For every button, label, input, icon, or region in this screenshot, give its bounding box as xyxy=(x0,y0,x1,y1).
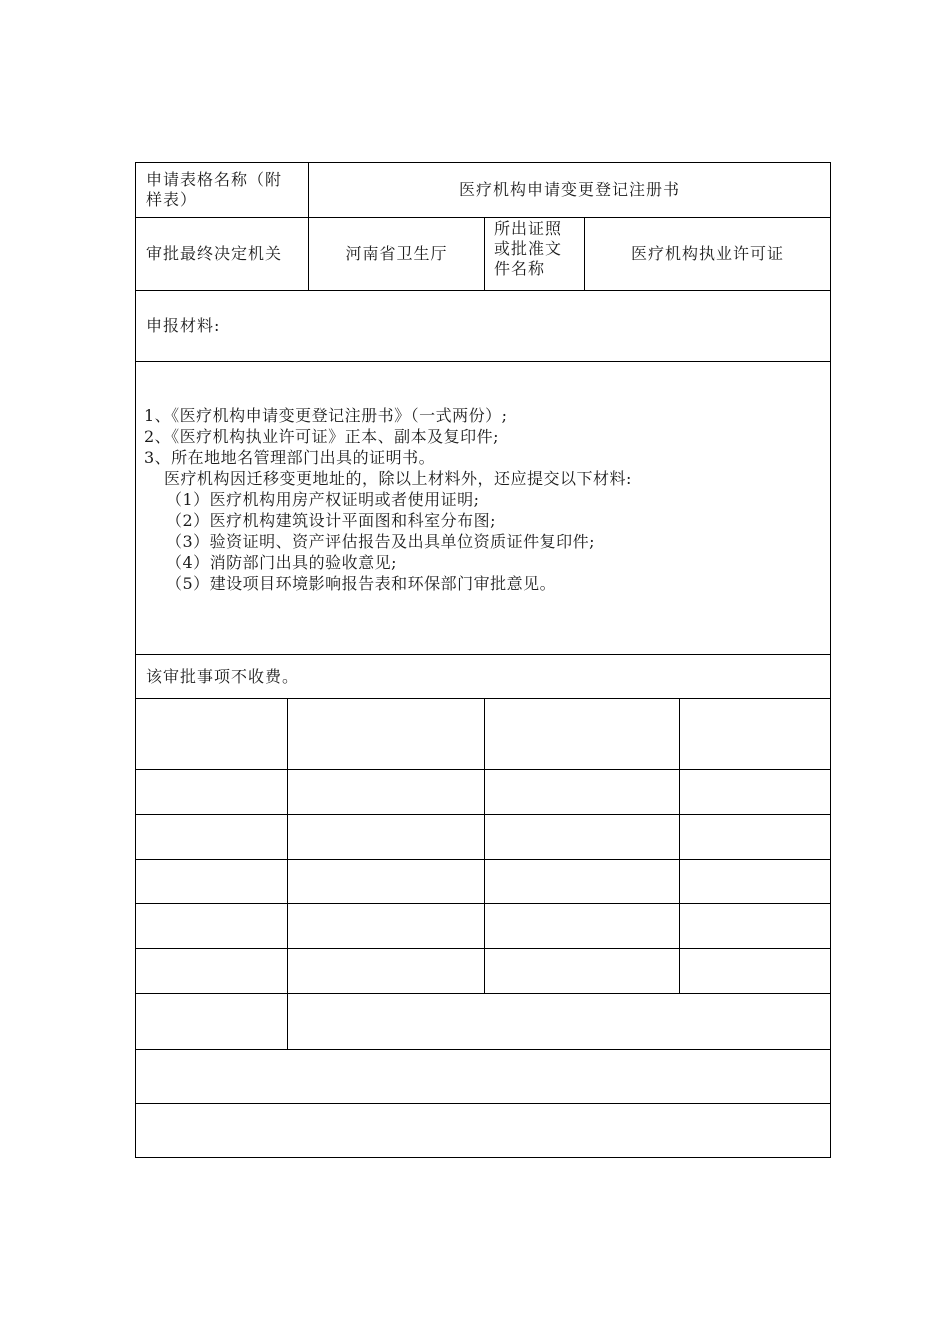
divider xyxy=(287,698,288,1049)
materials-label: 申报材料: xyxy=(146,316,221,335)
authority-value: 河南省卫生厅 xyxy=(345,244,448,263)
relocation-item-4: （4）消防部门出具的验收意见; xyxy=(166,553,398,572)
authority-label-cell xyxy=(146,218,306,290)
divider xyxy=(136,993,830,994)
material-item-3: 3、所在地地名管理部门出具的证明书。 xyxy=(144,448,436,467)
materials-list xyxy=(144,405,824,594)
relocation-item-1: （1）医疗机构用房产权证明或者使用证明; xyxy=(166,490,480,509)
fee-text: 该审批事项不收费。 xyxy=(146,666,300,686)
authority-label: 审批最终决定机关 xyxy=(146,244,283,263)
relocation-item-3: （3）验资证明、资产评估报告及出具单位资质证件复印件; xyxy=(166,532,596,551)
form-name-label-cell xyxy=(146,163,306,217)
divider xyxy=(136,948,830,949)
divider xyxy=(136,859,830,860)
divider xyxy=(136,1103,830,1104)
certificate-label-cell xyxy=(494,219,584,291)
certificate-label-line3: 件名称 xyxy=(494,259,546,278)
fee-cell xyxy=(146,655,746,698)
authority-value-cell xyxy=(309,218,484,290)
certificate-label-line2: 或批准文 xyxy=(494,239,563,258)
certificate-value-cell xyxy=(585,218,830,290)
divider xyxy=(136,903,830,904)
certificate-value: 医疗机构执业许可证 xyxy=(630,244,784,263)
relocation-intro: 医疗机构因迁移变更地址的，除以上材料外，还应提交以下材料: xyxy=(164,469,632,488)
divider xyxy=(136,361,830,362)
divider xyxy=(136,769,830,770)
materials-label-cell xyxy=(146,291,546,361)
relocation-item-5: （5）建设项目环境影响报告表和环保部门审批意见。 xyxy=(166,574,557,593)
form-name-value xyxy=(309,163,830,217)
divider xyxy=(136,814,830,815)
form-name-label-line2: 样表） xyxy=(146,190,198,209)
divider xyxy=(484,217,485,290)
certificate-label-line1: 所出证照 xyxy=(494,219,563,238)
form-name-value-text: 医疗机构申请变更登记注册书 xyxy=(458,180,680,199)
form-name-label-line1: 申请表格名称（附 xyxy=(146,170,283,189)
divider xyxy=(136,1049,830,1050)
relocation-item-2: （2）医疗机构建筑设计平面图和科室分布图; xyxy=(166,511,497,530)
divider xyxy=(136,698,830,699)
material-item-2: 2、《医疗机构执业许可证》正本、副本及复印件; xyxy=(144,427,500,446)
application-form-table xyxy=(135,162,831,1158)
material-item-1: 1、《医疗机构申请变更登记注册书》（一式两份）; xyxy=(144,406,508,425)
